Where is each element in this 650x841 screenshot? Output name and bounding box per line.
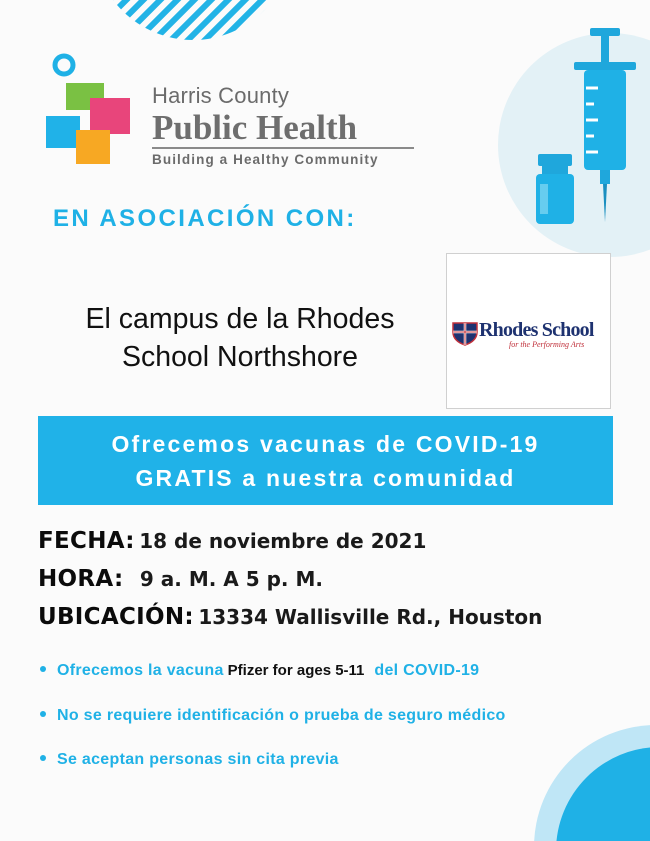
time-label: HORA: <box>38 566 124 592</box>
list-item <box>40 662 479 680</box>
campus-title-line2: School Northshore <box>121 341 359 373</box>
bullet1-start: Ofrecemos la vacuna <box>57 662 224 679</box>
time-value: 9 a. M. A 5 p. M. <box>139 567 323 591</box>
syringe-vial-illustration <box>462 0 650 260</box>
date-row <box>38 528 426 554</box>
corner-circle-decoration <box>528 715 650 841</box>
bullet-dot-icon <box>40 711 46 717</box>
bullet-dot-icon <box>40 755 46 761</box>
logo-tagline: Building a Healthy Community <box>152 152 379 167</box>
striped-circle-decoration <box>88 0 298 40</box>
location-value: 13334 Wallisville Rd., Houston <box>198 605 543 629</box>
rhodes-school-subtitle: for the Performing Arts <box>509 340 585 349</box>
time-row <box>38 566 323 592</box>
logo-public-health: Public Health <box>152 108 358 147</box>
logo-county: Harris County <box>152 83 290 108</box>
bullet1-end: del COVID-19 <box>374 662 480 679</box>
bullet2-text: No se requiere identificación o prueba de seguro médico <box>57 707 506 724</box>
banner-line1: Ofrecemos vacunas de COVID-19 <box>111 431 540 457</box>
logo-divider <box>152 147 414 149</box>
location-row <box>38 604 542 630</box>
banner-line2: GRATIS a nuestra comunidad <box>135 465 516 491</box>
list-item <box>40 707 506 725</box>
list-item <box>40 751 339 769</box>
rhodes-school-name: Rhodes School <box>479 319 594 341</box>
offer-banner <box>38 416 613 505</box>
campus-title-line1: El campus de la Rhodes <box>85 303 395 335</box>
campus-title <box>40 300 440 376</box>
location-label: UBICACIÓN: <box>38 604 194 630</box>
date-label: FECHA: <box>38 528 135 554</box>
rhodes-crest-icon <box>451 320 479 346</box>
bullet1-middle: Pfizer for ages 5-11 <box>227 662 365 679</box>
bullet3-text: Se aceptan personas sin cita previa <box>57 751 339 768</box>
date-value: 18 de noviembre de 2021 <box>139 529 427 553</box>
partnership-heading: EN ASOCIACIÓN CON: <box>53 205 357 232</box>
harris-county-logo-icon <box>44 50 134 168</box>
bullet-dot-icon <box>40 666 46 672</box>
logo-text <box>152 84 414 167</box>
rhodes-school-logo <box>446 253 611 409</box>
